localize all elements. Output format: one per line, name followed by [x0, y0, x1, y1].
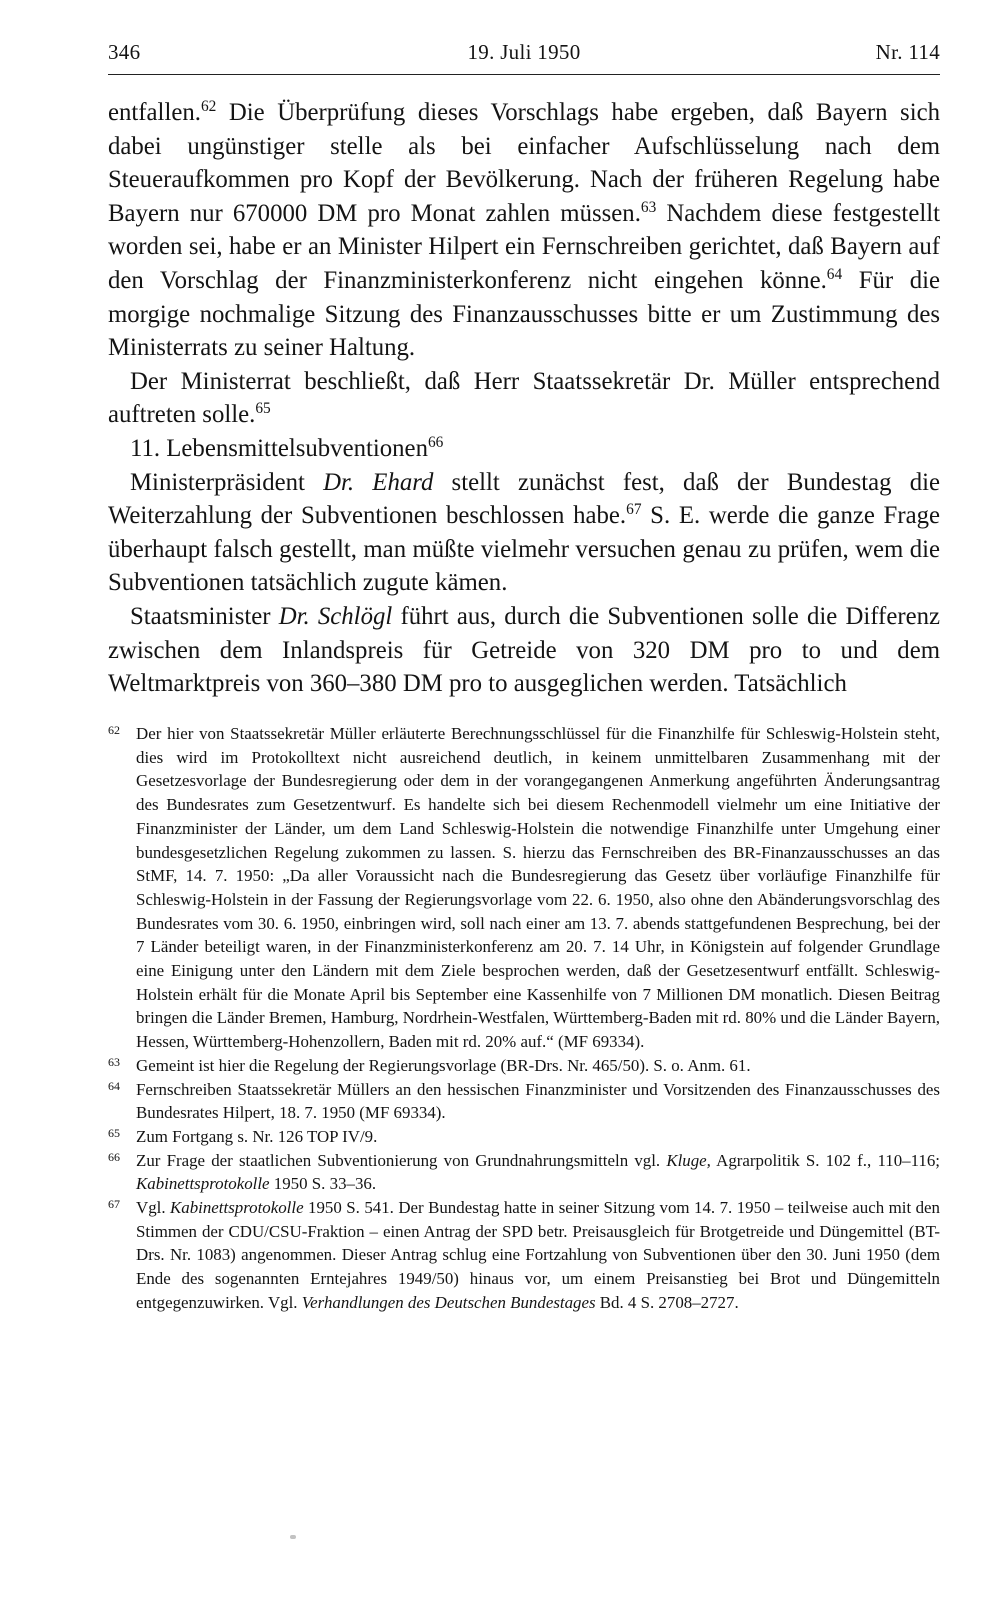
footnote-number: 63	[108, 1054, 120, 1069]
footnote-ref[interactable]: 63	[640, 198, 657, 216]
section-heading	[108, 432, 940, 466]
text-run: führt aus, durch die Subventionen solle die Differenz zwischen dem Inlandspreis für Getreide von 320 DM pro to und dem Weltmarktpreis von 360–380 DM pro to ausgeglichen werden. Tatsächlich	[108, 602, 940, 698]
header-date: 19. Juli 1950	[467, 40, 581, 64]
footnote-text: Fernschreiben Staatssekretär Müllers an den hessischen Finanzminister und Vorsitzenden des Finanzausschusses des Bundesrates Hilpert, 18. 7. 1950 (MF 69334).	[136, 1079, 940, 1123]
footnote-ref[interactable]: 66	[427, 433, 444, 451]
paragraph	[108, 600, 940, 701]
footnote-text: Zur Frage der staatlichen Subventionierung von Grundnahrungsmitteln vgl.	[136, 1150, 667, 1170]
footnote-ref[interactable]: 67	[626, 500, 642, 518]
footnote-text: 1950 S. 33–36.	[269, 1174, 377, 1194]
speaker-name: Dr. Schlögl	[278, 602, 393, 630]
cited-work: Kabinettsprotokolle	[136, 1174, 270, 1194]
footnote-text: Der hier von Staatssekretär Müller erläuterte Berechnungsschlüssel für die Finanzhilfe für Schleswig-Holstein steht, dies wird im Protokolltext nicht ausreichend deutlich, in keinem unmittelbaren Zusammenhang mit der Gesetzesvorlage der Bundesregierung oder dem in der vorangegangenen Anmerkung angeführten Änderungsantrag des Bundesrates zum Gesetzentwurf. Es handelte sich bei diesem Rechenmodell vielmehr um eine Initiative der Finanzminister der Länder, um dem Land Schleswig-Holstein die notwendige Finanzhilfe unter Umgehung einer bundesgesetzlichen Regelung zukommen zu lassen. S. hierzu das Fernschreiben des BR-Finanzausschusses an das StMF, 14. 7. 1950: „Da aller Voraussicht nach die Bundesregierung das Gesetz über vorläufige Finanzhilfe für Schleswig-Holstein in der Fassung der Regierungsvorlage vom 22. 6. 1950, also ohne den Abänderungsvorschlag des Bundesrates vom 30. 6. 1950, einbringen wird, soll nach einer am 13. 7. abends stattgefundenen Besprechung, bei der 7 Länder beteiligt waren, in der Finanzministerkonferenz am 20. 7. 14 Uhr, in Königstein auf folgender Grundlage eine Einigung unter den Ländern mit dem Ziele besprochen werden, daß der Gesetzesentwurf entfällt. Schleswig-Holstein erhält für die Monate April bis September eine Kassenhilfe von 7 Millionen DM monatlich. Diesen Beitrag bringen die Länder Bremen, Hamburg, Nordrhein-Westfalen, Württemberg-Baden mit rd. 80% und die Länder Bayern, Hessen, Württemberg-Hohenzollern, Baden mit rd. 20% auf.“ (MF 69334).	[136, 724, 940, 1052]
text-run: 11. Lebensmittelsubventionen	[130, 434, 428, 462]
paragraph	[108, 365, 940, 432]
cited-author: Kluge,	[666, 1150, 711, 1170]
text-run: Für die morgige nochmalige Sitzung des Finanzausschusses bitte er um Zustimmung des Ministerrats zu seiner Haltung.	[108, 266, 940, 362]
text-run: S. E. werde die ganze Frage überhaupt falsch gestellt, man müßte vielmehr versuchen genau zu prüfen, wem die Subventionen tatsächlich zugute kämen.	[108, 502, 940, 597]
text-run: Die Überprüfung dieses Vorschlags habe ergeben, daß Bayern sich dabei ungünstiger stelle als bei einfacher Aufschlüsselung nach dem Steueraufkommen pro Kopf der Bevölkerung. Nach der früheren Regelung habe Bayern nur 670000 DM pro Monat zahlen müssen.	[108, 99, 940, 227]
cited-work: Kabinettsprotokolle	[170, 1198, 304, 1218]
footnote-ref[interactable]: 62	[200, 97, 217, 115]
header-rule	[108, 74, 940, 75]
footnote-66	[108, 1149, 940, 1196]
paragraph	[108, 466, 940, 600]
footnote-number: 65	[108, 1125, 120, 1140]
text-run: entfallen.	[108, 99, 201, 126]
text-run: stellt zunächst fest, daß der Bundestag die Weiterzahlung der Subventionen beschlossen habe.	[108, 468, 941, 530]
footnote-text: Agrarpolitik S. 102 f., 110–116;	[710, 1150, 940, 1170]
text-run: Nachdem diese festgestellt worden sei, habe er an Minister Hilpert ein Fernschreiben gerichtet, daß Bayern auf den Vorschlag der Finanzministerkonferenz nicht eingehen könne.	[108, 199, 940, 294]
footnote-63	[108, 1054, 940, 1078]
main-text	[108, 96, 940, 701]
speaker-name: Dr. Ehard	[323, 468, 434, 496]
footnote-ref[interactable]: 64	[826, 265, 843, 283]
text-run: Der Ministerrat beschließt, daß Herr Staatssekretär Dr. Müller entsprechend auftreten solle.	[108, 367, 940, 429]
cited-work: Verhandlungen des Deutschen Bundestages	[301, 1292, 596, 1312]
print-speck	[290, 1535, 296, 1539]
footnote-text: Vgl.	[136, 1198, 171, 1218]
footnote-text: Zum Fortgang s. Nr. 126 TOP IV/9.	[136, 1126, 378, 1146]
text-run: Ministerpräsident	[130, 468, 324, 496]
footnote-text: Bd. 4 S. 2708–2727.	[595, 1292, 739, 1312]
footnote-ref[interactable]: 65	[255, 400, 271, 418]
paragraph	[108, 96, 940, 365]
document-number: Nr. 114	[875, 40, 940, 64]
text-run: Staatsminister	[130, 602, 279, 630]
footnote-text: Gemeint ist hier die Regelung der Regierungsvorlage (BR-Drs. Nr. 465/50). S. o. Anm. 61.	[136, 1055, 751, 1075]
page-number: 346	[108, 40, 141, 64]
running-header	[108, 40, 940, 74]
footnote-64	[108, 1078, 940, 1125]
footnote-62	[108, 722, 940, 1054]
footnote-67	[108, 1196, 940, 1315]
footnote-number: 67	[108, 1197, 120, 1212]
footnote-65	[108, 1125, 940, 1149]
footnotes	[108, 722, 940, 1315]
footnote-number: 66	[108, 1149, 120, 1164]
footnote-number: 62	[108, 723, 120, 737]
footnote-number: 64	[108, 1078, 120, 1093]
footnote-text: 1950 S. 541. Der Bundestag hatte in seiner Sitzung vom 14. 7. 1950 – teilweise auch mit den Stimmen der CDU/CSU-Fraktion – einen Antrag der SPD betr. Preisausgleich für Brotgetreide und Düngemittel (BT-Drs. Nr. 1083) angenommen. Dieser Antrag schlug eine Fortzahlung von Subventionen über den 30. Juni 1950 (dem Ende des sogenannten Erntejahres 1949/50) hinaus vor, um einem Preisanstieg bei Brot und Düngemitteln entgegenzuwirken. Vgl.	[136, 1198, 940, 1312]
